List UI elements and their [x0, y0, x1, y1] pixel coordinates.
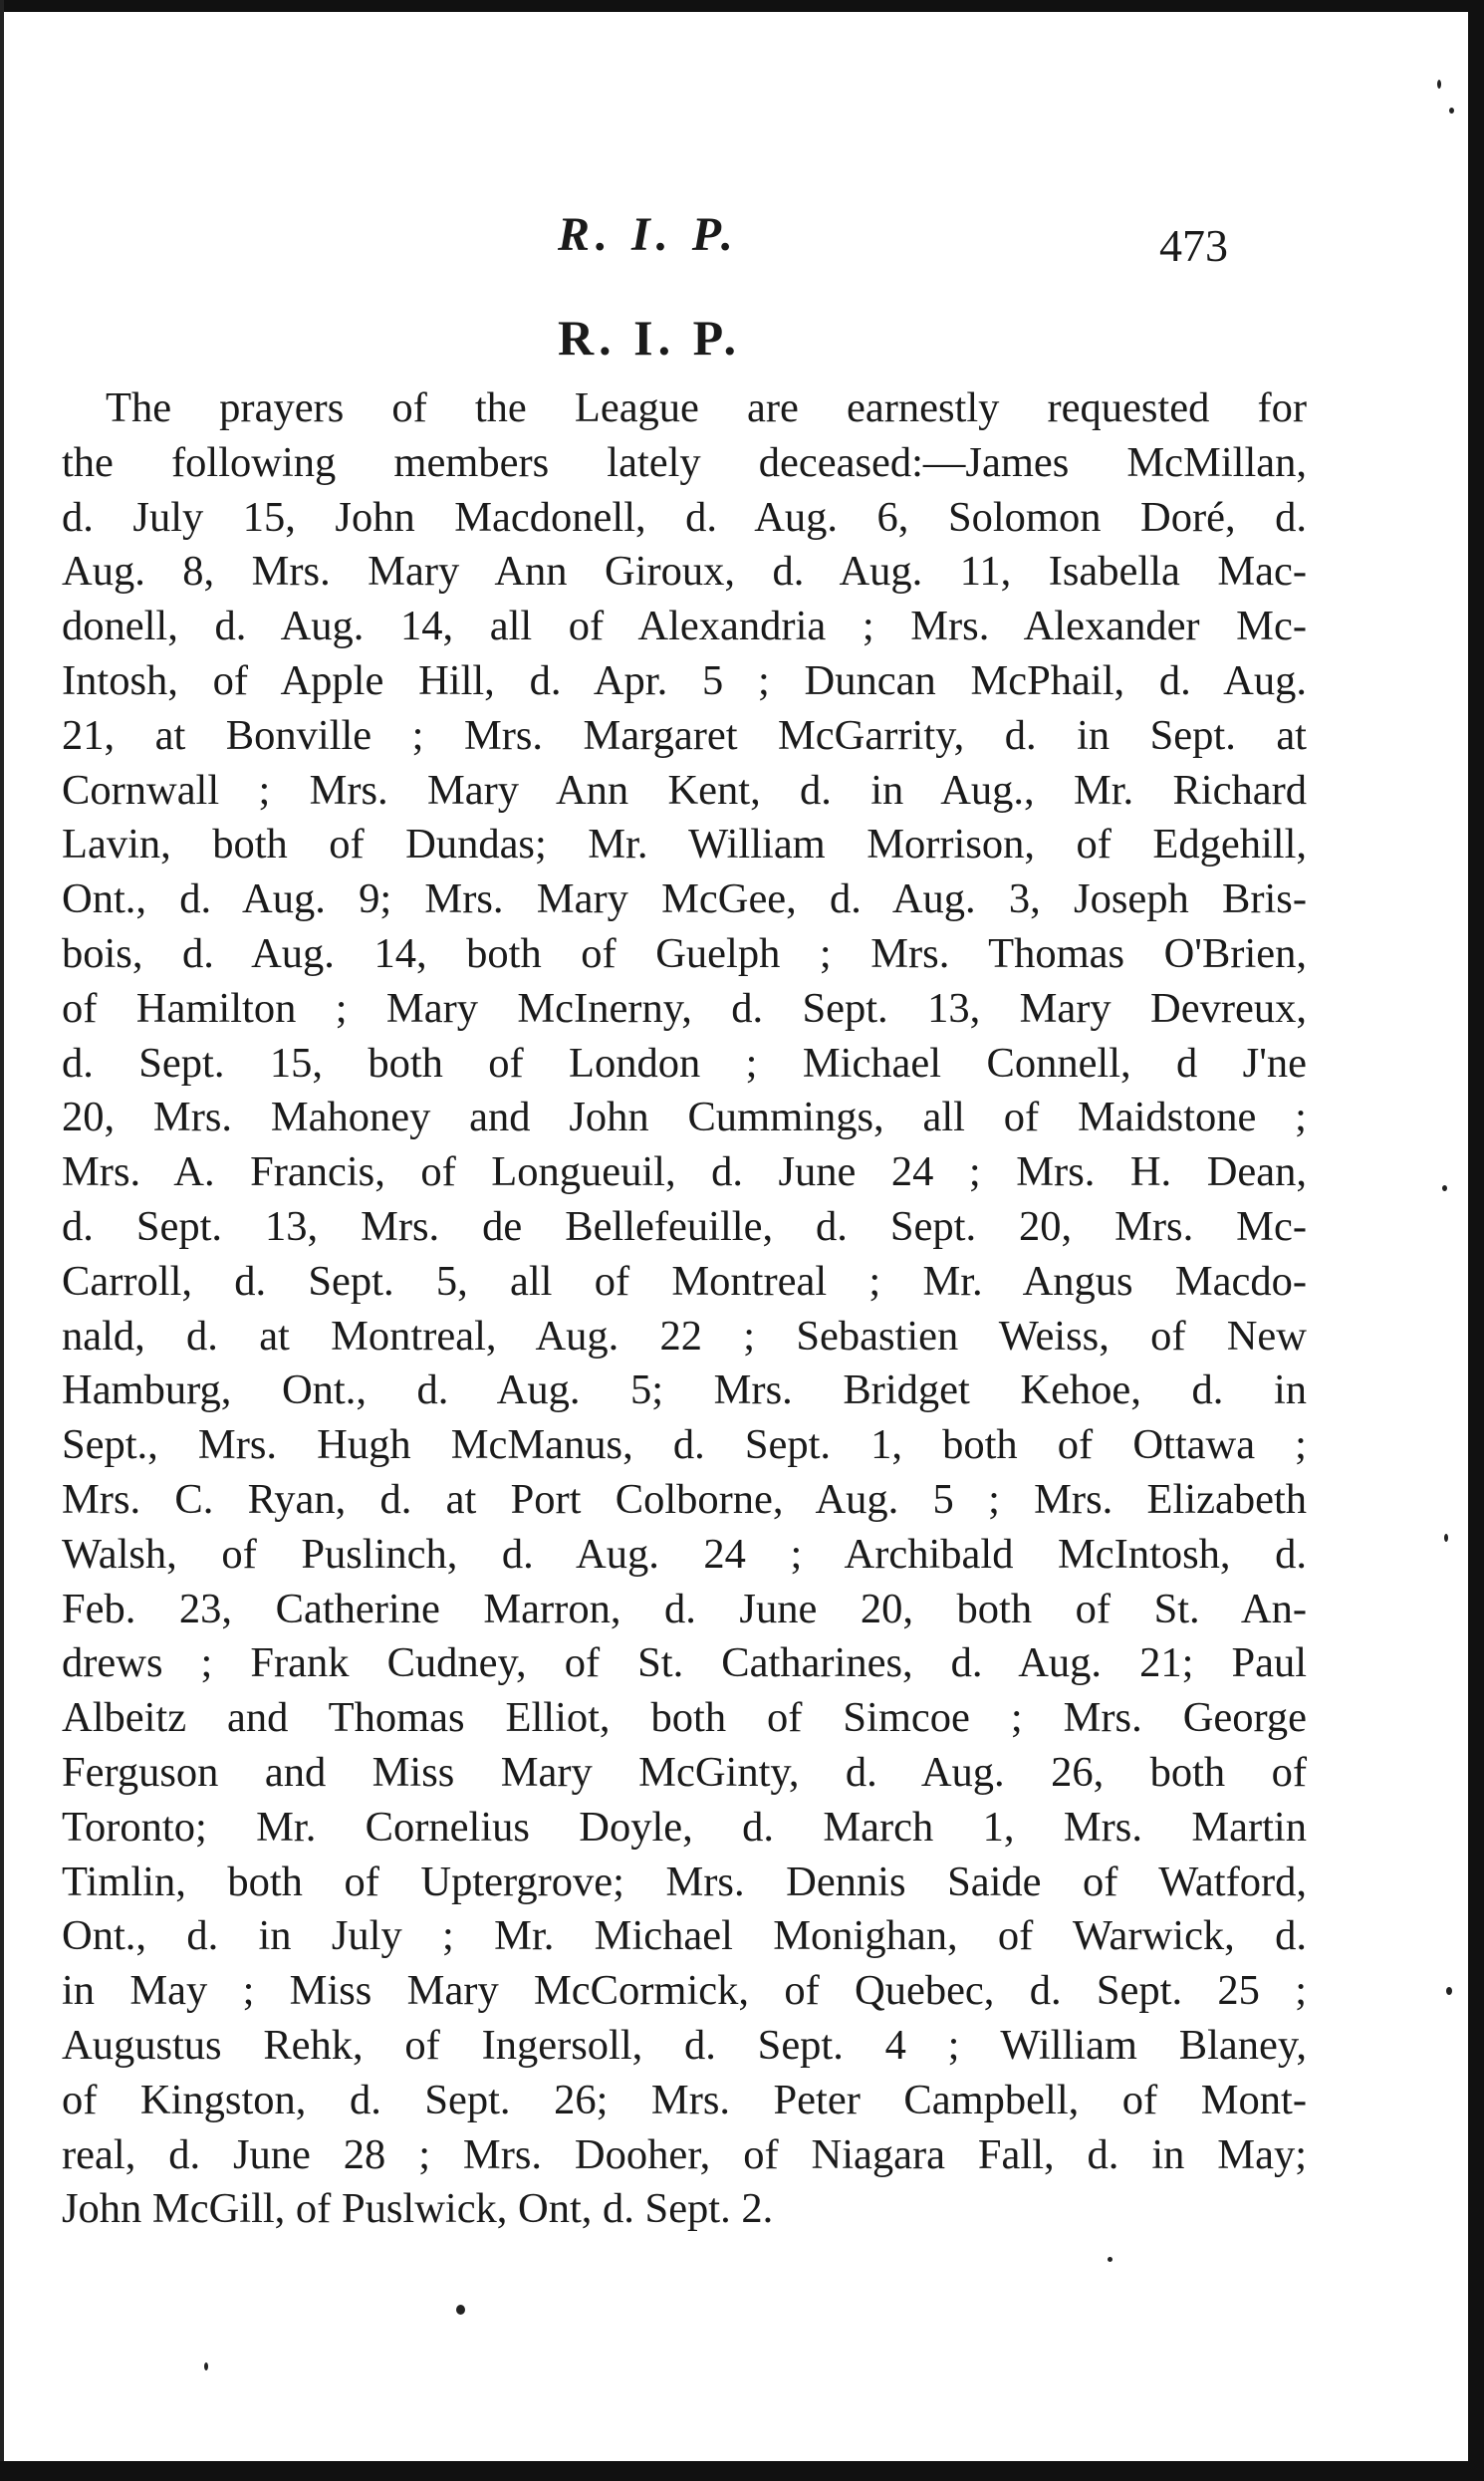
text-line: drews ; Frank Cudney, of St. Catharines, d. Aug. 21; Paul [62, 1639, 1307, 1687]
article-title: R. I. P. [558, 310, 742, 366]
text-line: of Kingston, d. Sept. 26; Mrs. Peter Campbell, of Mont- [62, 2076, 1307, 2123]
text-line: of Hamilton ; Mary McInerny, d. Sept. 13, Mary Devreux, [62, 984, 1307, 1032]
text-line: bois, d. Aug. 14, both of Guelph ; Mrs. Thomas O'Brien, [62, 929, 1307, 977]
print-speck [204, 2362, 208, 2370]
text-line: donell, d. Aug. 14, all of Alexandria ; Mrs. Alexander Mc- [62, 603, 1307, 650]
text-line: real, d. June 28 ; Mrs. Dooher, of Niagara Fall, d. in May; [62, 2130, 1307, 2178]
text-line: Walsh, of Puslinch, d. Aug. 24 ; Archibald McIntosh, d. [62, 1530, 1307, 1578]
text-line: Ferguson and Miss Mary McGinty, d. Aug. 26, both of [62, 1748, 1307, 1796]
text-line: 20, Mrs. Mahoney and John Cummings, all of Maidstone ; [62, 1094, 1307, 1141]
page-number: 473 [1159, 220, 1228, 271]
scan-border-right [1468, 0, 1484, 2481]
text-line: Toronto; Mr. Cornelius Doyle, d. March 1, Mrs. Martin [62, 1803, 1307, 1851]
scan-border-bottom [0, 2461, 1484, 2481]
text-line: The prayers of the League are earnestly requested for [106, 384, 1307, 431]
text-line: Lavin, both of Dundas; Mr. William Morrison, of Edgehill, [62, 821, 1307, 868]
text-line: Albeitz and Thomas Elliot, both of Simcoe ; Mrs. George [62, 1694, 1307, 1742]
running-head: R. I. P. [558, 208, 739, 261]
text-line: Sept., Mrs. Hugh McManus, d. Sept. 1, both of Ottawa ; [62, 1421, 1307, 1469]
scan-border-left [0, 0, 4, 2481]
text-line: d. Sept. 13, Mrs. de Bellefeuille, d. Sept. 20, Mrs. Mc- [62, 1202, 1307, 1250]
print-speck [1108, 2257, 1113, 2262]
text-line: Mrs. A. Francis, of Longueuil, d. June 24 ; Mrs. H. Dean, [62, 1148, 1307, 1196]
print-speck [1437, 80, 1441, 89]
text-line: Hamburg, Ont., d. Aug. 5; Mrs. Bridget Kehoe, d. in [62, 1366, 1307, 1414]
text-line: Cornwall ; Mrs. Mary Ann Kent, d. in Aug., Mr. Richard [62, 766, 1307, 814]
print-speck [1449, 108, 1454, 114]
text-line: Feb. 23, Catherine Marron, d. June 20, both of St. An- [62, 1585, 1307, 1632]
text-line: Carroll, d. Sept. 5, all of Montreal ; Mr. Angus Macdo- [62, 1257, 1307, 1305]
text-line: Aug. 8, Mrs. Mary Ann Giroux, d. Aug. 11, Isabella Mac- [62, 548, 1307, 596]
print-speck [1442, 1185, 1447, 1191]
text-line: Ont., d. in July ; Mr. Michael Monighan, of Warwick, d. [62, 1912, 1307, 1960]
text-line: Ont., d. Aug. 9; Mrs. Mary McGee, d. Aug. 3, Joseph Bris- [62, 875, 1307, 923]
text-line: Augustus Rehk, of Ingersoll, d. Sept. 4 ; William Blaney, [62, 2021, 1307, 2069]
text-line: 21, at Bonville ; Mrs. Margaret McGarrity, d. in Sept. at [62, 711, 1307, 759]
text-line: Mrs. C. Ryan, d. at Port Colborne, Aug. 5 ; Mrs. Elizabeth [62, 1475, 1307, 1523]
text-line: the following members lately deceased:—James McMillan, [62, 438, 1307, 486]
print-speck [1446, 1987, 1452, 1995]
text-line: d. July 15, John Macdonell, d. Aug. 6, Solomon Doré, d. [62, 493, 1307, 541]
scan-border-top [0, 0, 1484, 12]
print-speck [1444, 1534, 1448, 1542]
article-body [62, 381, 1307, 2237]
text-line: Timlin, both of Uptergrove; Mrs. Dennis Saide of Watford, [62, 1858, 1307, 1905]
text-line: John McGill, of Puslwick, Ont, d. Sept. 2. [62, 2185, 774, 2233]
text-line: in May ; Miss Mary McCormick, of Quebec, d. Sept. 25 ; [62, 1967, 1307, 2015]
text-line: d. Sept. 15, both of London ; Michael Connell, d J'ne [62, 1039, 1307, 1087]
text-line: Intosh, of Apple Hill, d. Apr. 5 ; Duncan McPhail, d. Aug. [62, 656, 1307, 704]
print-speck [456, 2305, 465, 2315]
text-line: nald, d. at Montreal, Aug. 22 ; Sebastien Weiss, of New [62, 1312, 1307, 1360]
